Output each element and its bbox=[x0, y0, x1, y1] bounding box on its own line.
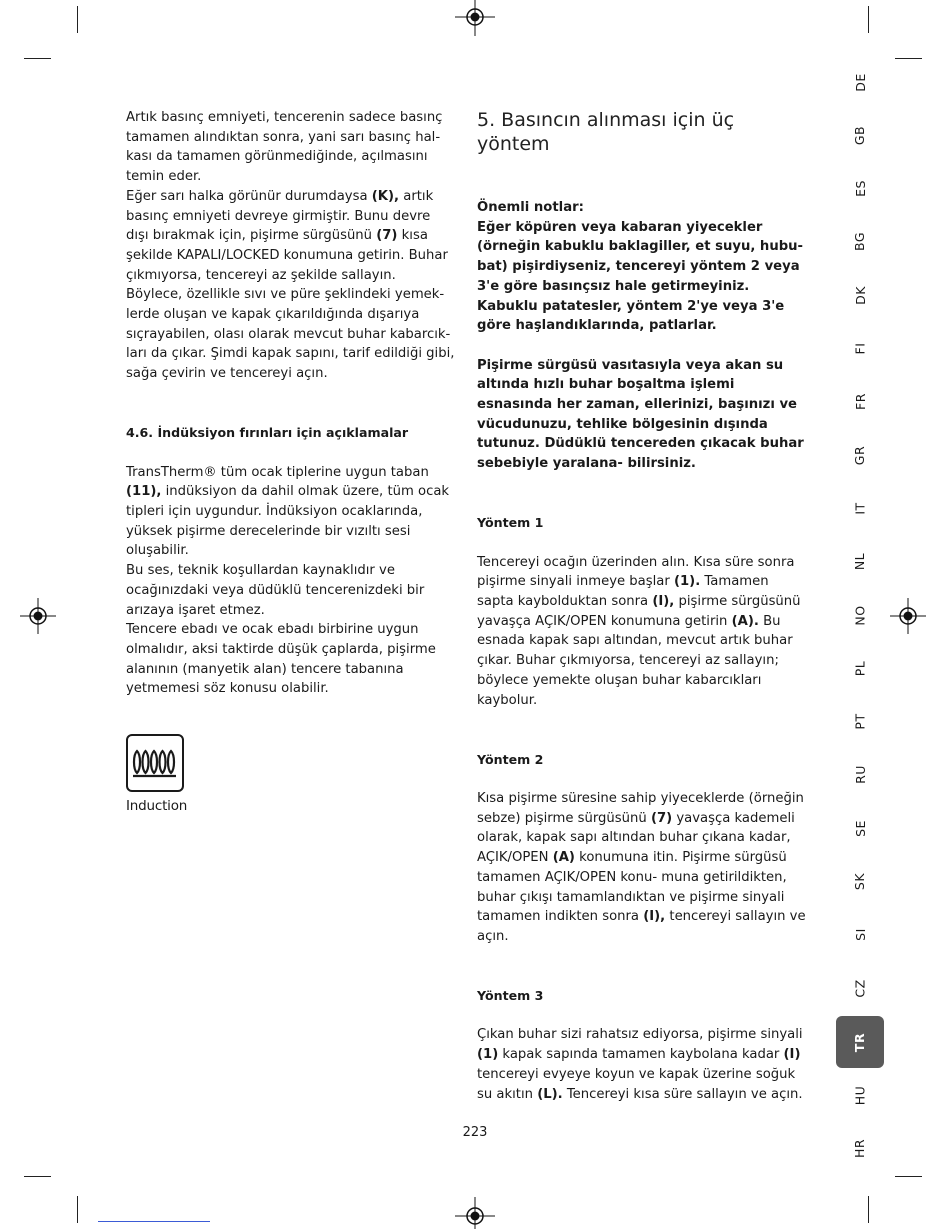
lang-tab-label: IT bbox=[852, 502, 868, 515]
lang-tab-label: ES bbox=[852, 180, 868, 198]
left-column bbox=[126, 108, 456, 699]
lang-tab-dk[interactable] bbox=[836, 269, 884, 321]
text-run: TransTherm® tüm ocak tiplerine uygun taban bbox=[126, 464, 429, 480]
right-column bbox=[477, 108, 807, 1104]
method-1-text bbox=[477, 553, 807, 711]
lang-tab-label: NL bbox=[852, 553, 868, 571]
crop-mark bbox=[895, 58, 922, 59]
text-run: Tencereyi kısa süre sallayın ve açın. bbox=[562, 1086, 803, 1102]
lang-tab-pt[interactable] bbox=[836, 696, 884, 748]
induction-label: Induction bbox=[126, 798, 188, 814]
ref-7: (7) bbox=[650, 810, 673, 826]
lang-tab-label: PT bbox=[852, 713, 868, 730]
ref-11: (11), bbox=[126, 484, 162, 500]
text-run: Tencereyi ocağın üzerinden alın. Kısa süre sonra pişirme sinyali inmeye başlar bbox=[477, 554, 795, 590]
page-number: 223 bbox=[462, 1125, 488, 1140]
lang-tab-label: PL bbox=[852, 660, 868, 677]
lang-tab-label: GB bbox=[852, 125, 868, 145]
crop-mark bbox=[868, 6, 869, 33]
lang-tab-gr[interactable] bbox=[836, 429, 884, 481]
paragraph-transtherm bbox=[126, 463, 456, 562]
lang-tab-label: GR bbox=[852, 445, 868, 465]
lang-tab-hu[interactable] bbox=[836, 1069, 884, 1121]
ref-7: (7) bbox=[376, 228, 398, 244]
lang-tab-pl[interactable] bbox=[836, 642, 884, 694]
lang-tab-label: CZ bbox=[852, 978, 868, 998]
lang-tab-cz[interactable] bbox=[836, 962, 884, 1014]
important-note-1: Eğer köpüren veya kabaran yiyecekler (örneğin kabuklu baklagiller, et suyu, hubu- bat) pişirdiyseniz, tencereyi yöntem 2 veya 3'e göre basınçsız hale getirmeyiniz. bbox=[477, 219, 804, 294]
paragraph-pressure-safety: Artık basınç emniyeti, tencerenin sadece basınç tamamen alındıktan sonra, yani sarı basınç hal- kası da tamamen görünmediğinde, açılmasını temin eder. bbox=[126, 110, 443, 185]
lang-tab-si[interactable] bbox=[836, 909, 884, 961]
footer-line bbox=[98, 1221, 210, 1222]
text-run: tencereyi evyeye koyun ve kapak üzerine soğuk su akıtın bbox=[477, 1066, 796, 1102]
lang-tab-label: DE bbox=[852, 72, 868, 92]
lang-tab-es[interactable] bbox=[836, 163, 884, 215]
method-1-title: Yöntem 1 bbox=[477, 515, 544, 531]
lang-tab-tr[interactable] bbox=[836, 1016, 884, 1068]
crop-mark bbox=[24, 1176, 51, 1177]
section-46-title: 4.6. İndüksiyon fırınları için açıklamalar bbox=[126, 425, 409, 441]
lang-tab-fr[interactable] bbox=[836, 376, 884, 428]
ref-a: (A) bbox=[552, 850, 575, 866]
lang-tab-se[interactable] bbox=[836, 802, 884, 854]
text-run: Kısa pişirme süresine sahip yiyeceklerde (örneğin sebze) pişirme sürgüsünü bbox=[477, 791, 804, 826]
registration-mark-icon bbox=[455, 0, 495, 36]
lang-tab-no[interactable] bbox=[836, 589, 884, 641]
crop-mark bbox=[24, 58, 51, 59]
paragraph-noise: Bu ses, teknik koşullardan kaynaklıdır ve ocağınızdaki veya düdüklü tencerenizdeki bir arızaya işaret etmez. bbox=[126, 563, 425, 618]
lang-tab-label: NO bbox=[852, 604, 868, 626]
safety-warning: Pişirme sürgüsü vasıtasıyla veya akan su altında hızlı buhar boşaltma işlemi esnasında her zaman, ellerinizi, başınızı ve vücudunuzu, tehlike bölgesinin dışında tutunuz. Düdüklü tencereden çıkacak buhar sebebiyle yaralana- bilirsiniz. bbox=[477, 357, 804, 472]
text-run: Çıkan buhar sizi rahatsız ediyorsa, pişirme sinyali bbox=[477, 1027, 803, 1043]
crop-mark bbox=[868, 1196, 869, 1223]
ref-k: (K), bbox=[371, 188, 400, 204]
lang-tab-label: RU bbox=[852, 765, 868, 785]
lang-tab-de[interactable] bbox=[836, 56, 884, 108]
lang-tab-label: BG bbox=[852, 232, 868, 252]
method-2-text bbox=[477, 789, 807, 947]
crop-mark bbox=[77, 6, 78, 33]
ref-1: (1). bbox=[673, 574, 701, 590]
crop-mark bbox=[895, 1176, 922, 1177]
text-run: Tamamen sapta kaybolduktan sonra bbox=[477, 574, 769, 610]
method-2-title: Yöntem 2 bbox=[477, 751, 544, 767]
lang-tab-label: HU bbox=[852, 1085, 868, 1105]
important-notes-title: Önemli notlar: bbox=[477, 200, 584, 215]
text-run: kapak sapında tamamen kaybolana kadar bbox=[498, 1047, 784, 1063]
lang-tab-label: FR bbox=[852, 393, 868, 411]
text-run: kısa şekilde KAPALI/LOCKED konumuna getirin. Buhar çıkmıyorsa, tencereyi az şekilde sallayın. Böylece, özellikle sıvı ve püre şeklindeki yemek- lerde oluşan ve kapak çıkarıldığında dışarıya sıçrayabilen, olası olarak mevcut buhar kabarcık- ları da çıkar. Şimdi kapak sapını, tarif edildiği gibi, sağa çevirin ve tencereyi açın. bbox=[126, 228, 455, 382]
lang-tab-sk[interactable] bbox=[836, 856, 884, 908]
lang-tab-gb[interactable] bbox=[836, 109, 884, 161]
language-tabs bbox=[836, 56, 884, 1164]
paragraph-size: Tencere ebadı ve ocak ebadı birbirine uygun olmalıdır, aksi taktirde düşük çaplarda, pişirme alanının (manyetik alan) tencere tabanına yetmemesi söz konusu olabilir. bbox=[126, 622, 436, 697]
method-3-title: Yöntem 3 bbox=[477, 988, 544, 1004]
paragraph-yellow-ring bbox=[126, 187, 456, 384]
crop-mark bbox=[77, 1196, 78, 1223]
ref-1: (1) bbox=[477, 1047, 499, 1063]
ref-i: (I), bbox=[652, 594, 675, 610]
lang-tab-label: HR bbox=[852, 1138, 868, 1158]
lang-tab-ru[interactable] bbox=[836, 749, 884, 801]
text-run: Bu esnada kapak sapı altından, mevcut artık buhar çıkar. Buhar çıkmıyorsa, tencereyi az sallayın; böylece yemekte oluşan buhar kabarcıkları kaybolur. bbox=[477, 613, 793, 708]
lang-tab-label: FI bbox=[852, 342, 868, 355]
text-run: yavaşça kademeli olarak, kapak sapı altından buhar çıkana kadar, AÇIK/OPEN bbox=[477, 810, 795, 866]
induction-coil-icon bbox=[126, 734, 184, 792]
lang-tab-label: SE bbox=[852, 819, 868, 837]
registration-mark-icon bbox=[890, 598, 926, 634]
text-run: konumuna itin. Pişirme sürgüsü tamamen AÇIK/OPEN konu- muna getirildikten, buhar çıkışı tamamlandıktan ve pişirme sinyali tamamen indikten sonra bbox=[477, 850, 787, 925]
section-5-title: 5. Basıncın alınması için üç yöntem bbox=[477, 109, 735, 155]
text-run: Eğer sarı halka görünür durumdaysa bbox=[126, 188, 372, 204]
lang-tab-label: SI bbox=[852, 928, 868, 942]
lang-tab-fi[interactable] bbox=[836, 323, 884, 375]
registration-mark-icon bbox=[20, 598, 56, 634]
ref-a: (A). bbox=[731, 613, 759, 629]
ref-i: (I) bbox=[783, 1047, 801, 1063]
lang-tab-bg[interactable] bbox=[836, 216, 884, 268]
lang-tab-label: SK bbox=[852, 872, 868, 891]
text-run: indüksiyon da dahil olmak üzere, tüm ocak tipleri için uygundur. İndüksiyon ocaklarında, yüksek pişirme derecelerinde bir vızıltı sesi oluşabilir. bbox=[126, 484, 450, 559]
text-run: pişirme sürgüsünü yavaşça AÇIK/OPEN konumuna getirin bbox=[477, 594, 801, 629]
lang-tab-nl[interactable] bbox=[836, 536, 884, 588]
important-note-2: Kabuklu patatesler, yöntem 2'ye veya 3'e göre haşlandıklarında, patlarlar. bbox=[477, 298, 785, 334]
registration-mark-icon bbox=[455, 1197, 495, 1229]
text-run: artık basınç emniyeti devreye girmiştir. Bunu devre dışı bırakmak için, pişirme sürgüsünü bbox=[126, 188, 434, 244]
lang-tab-label: TR bbox=[852, 1032, 868, 1052]
ref-l: (L). bbox=[537, 1086, 563, 1102]
text-run: tencereyi sallayın ve açın. bbox=[477, 909, 806, 944]
lang-tab-label: DK bbox=[852, 285, 868, 305]
ref-i: (I), bbox=[643, 909, 666, 925]
lang-tab-it[interactable] bbox=[836, 482, 884, 534]
method-3-text bbox=[477, 1025, 807, 1104]
